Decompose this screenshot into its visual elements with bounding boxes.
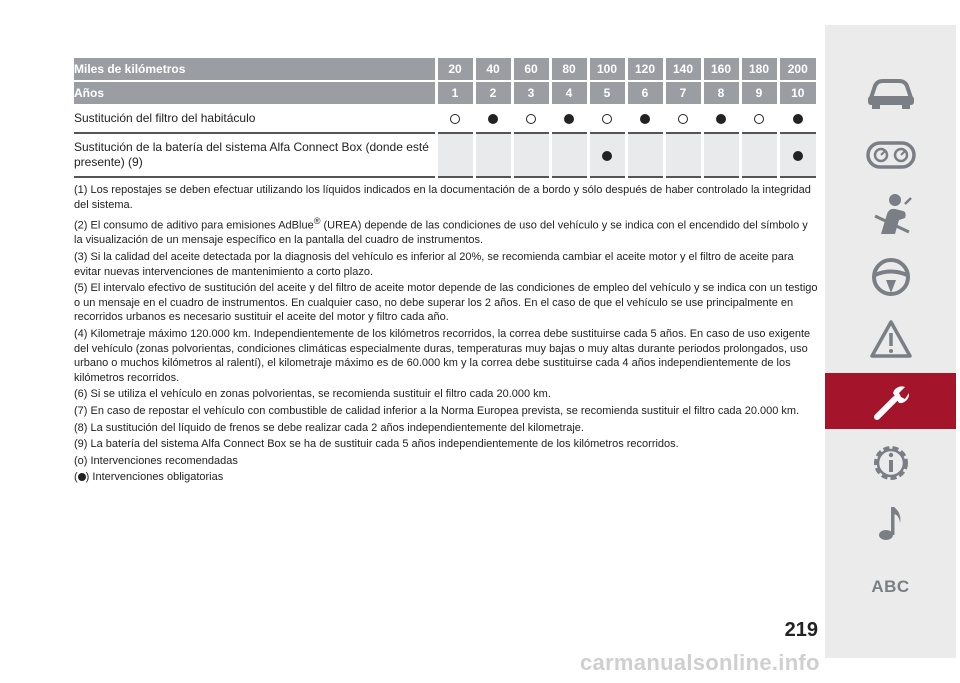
interval-cell	[626, 104, 664, 133]
maintenance-table	[74, 58, 816, 178]
year-cell: 10	[778, 81, 816, 104]
footnotes	[74, 183, 818, 487]
interval-cell	[436, 133, 474, 177]
years-header-row	[74, 81, 816, 104]
interval-cell	[512, 133, 550, 177]
music-note-icon[interactable]	[825, 495, 956, 551]
chapter-sidebar	[825, 25, 956, 658]
footnote: (7) En caso de repostar el vehículo con combustible de calidad inferior a la Norma Europea prevista, se recomienda sustituir el filtro cada 20.000 km.	[74, 404, 800, 417]
km-header-label: Miles de kilómetros	[74, 58, 436, 81]
open-circle-icon	[602, 114, 612, 124]
footnote: (o) Intervenciones recomendadas	[74, 454, 238, 467]
interval-cell	[588, 133, 626, 177]
year-cell: 9	[740, 81, 778, 104]
footnote: (4) Kilometraje máximo 120.000 km. Independientemente de los kilómetros recorridos, la correa debe sustituirse cada 5 años. En caso de uso exigente del vehículo (zonas polvorientas, condiciones climáticas especialmente duras, temperaturas muy bajas o muy altas durante periodos prolongados, uso urbano o muchos kilómetros al ralentí), el kilometraje máximo es de 60.000 km y la correa debe sustituirse cada 4 años independientemente de los kilómetros recorridos.	[74, 328, 811, 384]
filled-dot-icon	[488, 114, 498, 124]
year-cell: 5	[588, 81, 626, 104]
year-cell: 4	[550, 81, 588, 104]
interval-cell	[740, 133, 778, 177]
filled-dot-icon	[640, 114, 650, 124]
watermark: carmanualsonline.info	[580, 650, 820, 675]
interval-cell	[778, 133, 816, 177]
year-cell: 6	[626, 81, 664, 104]
year-cell: 7	[664, 81, 702, 104]
km-header-row	[74, 58, 816, 81]
footnote-text: ) Intervenciones obligatorias	[85, 471, 224, 484]
filled-dot-icon	[793, 151, 803, 161]
seatbelt-person-icon[interactable]	[825, 187, 956, 243]
km-cell: 80	[550, 58, 588, 81]
km-cell: 160	[702, 58, 740, 81]
footnote-text: (	[74, 471, 78, 484]
interval-cell	[626, 133, 664, 177]
page-number: 219	[784, 619, 818, 641]
interval-cell	[664, 104, 702, 133]
filled-dot-icon	[564, 114, 574, 124]
year-cell: 1	[436, 81, 474, 104]
interval-cell	[778, 104, 816, 133]
footnote: (3) Si la calidad del aceite detectada por la diagnosis del vehículo es inferior al 20%, se recomienda cambiar el aceite motor y el filtro de aceite para evitar nuevas intervenciones de mantenimiento a corto plazo.	[74, 251, 794, 278]
wrench-icon[interactable]	[825, 373, 956, 429]
abc-icon[interactable]	[825, 559, 956, 615]
interval-cell	[474, 133, 512, 177]
year-cell: 2	[474, 81, 512, 104]
table-row	[74, 104, 816, 133]
interval-cell	[550, 133, 588, 177]
steering-wheel-icon[interactable]	[825, 249, 956, 305]
km-cell: 180	[740, 58, 778, 81]
row-label: Sustitución del filtro del habitáculo	[74, 104, 436, 133]
filled-dot-icon	[716, 114, 726, 124]
interval-cell	[740, 104, 778, 133]
car-icon[interactable]	[825, 65, 956, 121]
footnote-adblue	[74, 214, 818, 248]
interval-cell	[474, 104, 512, 133]
dashboard-icon[interactable]	[825, 127, 956, 183]
interval-cell	[702, 133, 740, 177]
interval-cell	[702, 104, 740, 133]
row-label: Sustitución de la batería del sistema Alfa Connect Box (donde esté presente) (9)	[74, 133, 436, 177]
interval-cell	[588, 104, 626, 133]
footnote-mandatory	[74, 470, 818, 485]
open-circle-icon	[450, 114, 460, 124]
year-cell: 3	[512, 81, 550, 104]
km-cell: 20	[436, 58, 474, 81]
registered-mark: ®	[313, 216, 321, 227]
gear-info-icon[interactable]	[825, 435, 956, 491]
years-header-label: Años	[74, 81, 436, 104]
interval-cell	[436, 104, 474, 133]
year-cell: 8	[702, 81, 740, 104]
footnote-text: (2) El consumo de aditivo para emisiones AdBlue	[74, 219, 314, 232]
km-cell: 200	[778, 58, 816, 81]
filled-dot-icon	[78, 473, 86, 481]
warning-triangle-icon[interactable]	[825, 311, 956, 367]
footnote-text: (UREA) depende de las condiciones de uso del vehículo y se indica con el encendido del símbolo y la visualización de un mensaje específico en la pantalla del cuadro de instrumentos.	[74, 219, 808, 247]
km-cell: 60	[512, 58, 550, 81]
filled-dot-icon	[602, 151, 612, 161]
km-cell: 40	[474, 58, 512, 81]
table-row	[74, 133, 816, 177]
footnote: (6) Si se utiliza el vehículo en zonas polvorientas, se recomienda sustituir el filtro cada 20.000 km.	[74, 388, 551, 401]
footnote: (5) El intervalo efectivo de sustitución del aceite y del filtro de aceite motor depende de las condiciones de empleo del vehículo y se indica con un testigo o un mensaje en el cuadro de instrumentos. En cualquier caso, no debe superar los 2 años. En el caso de que el vehículo se use principalmente en recorridos urbanos es necesario sustituir el aceite del motor y filtro cada año.	[74, 282, 818, 324]
filled-dot-icon	[793, 114, 803, 124]
km-cell: 120	[626, 58, 664, 81]
interval-cell	[512, 104, 550, 133]
km-cell: 100	[588, 58, 626, 81]
footnote: (9) La batería del sistema Alfa Connect Box se ha de sustituir cada 5 años independientemente de los kilómetros recorridos.	[74, 438, 679, 451]
interval-cell	[550, 104, 588, 133]
footnote: (1) Los repostajes se deben efectuar utilizando los líquidos indicados en la documentación de a bordo y sólo después de haber controlado la integridad del sistema.	[74, 184, 811, 211]
km-cell: 140	[664, 58, 702, 81]
footnote: (8) La sustitución del líquido de frenos se debe realizar cada 2 años independientemente del kilometraje.	[74, 421, 584, 434]
open-circle-icon	[678, 114, 688, 124]
abc-label: ABC	[871, 577, 910, 596]
open-circle-icon	[754, 114, 764, 124]
open-circle-icon	[526, 114, 536, 124]
interval-cell	[664, 133, 702, 177]
